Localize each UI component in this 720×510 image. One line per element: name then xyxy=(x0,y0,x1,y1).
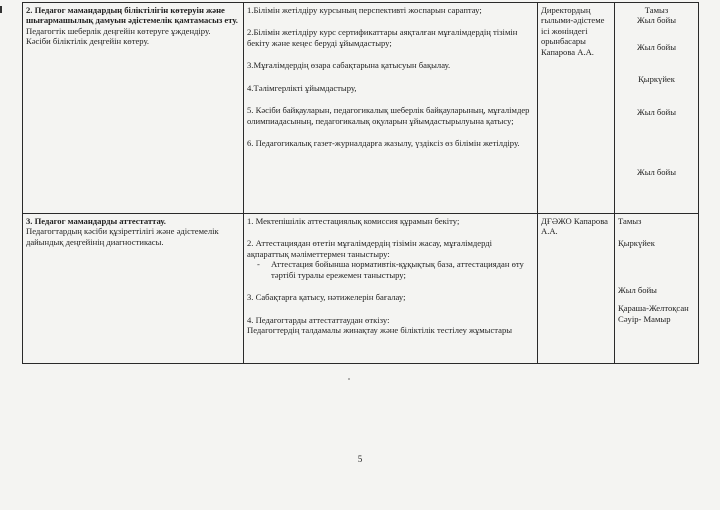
activity-item: 1. Мектепішілік аттестациялық комиссия құрамын бекіту; xyxy=(247,216,460,226)
section-goal: Кәсіби біліктілік деңгейін көтеру. xyxy=(26,36,150,47)
direction-cell xyxy=(23,3,244,214)
timing-value: Қараша-Желтоқсан xyxy=(618,303,689,314)
timing-value: Қыркүйек xyxy=(618,238,655,249)
timing-value: Жыл бойы xyxy=(637,15,676,26)
section-goal: Педагогтардың кәсіби құзіреттілігі және әдістемелік дайындық деңгейінің диагностикасы. xyxy=(26,226,219,247)
section-title: 2. Педагог мамандардың біліктілігін көтеруін және шығармашылық дамуын әдістемелік қамтамасыз ету. xyxy=(26,5,238,26)
plan-table xyxy=(22,2,699,364)
table-row xyxy=(23,3,699,214)
activity-subitem: Аттестация бойынша нормативтік-құқықтық база, аттестациядан өту тәртібі туралы ережемен таныстыру; xyxy=(271,259,524,280)
page-number: 5 xyxy=(357,454,363,464)
section-goal: Педагогтік шеберлік деңгейін көтеруге ұждендіру. xyxy=(26,25,211,36)
timing-value: Тамыз xyxy=(644,5,669,15)
dash-bullet-icon: - xyxy=(257,259,260,270)
scan-dot xyxy=(348,378,350,380)
activity-item: 3. Сабақтарға қатысу, нәтижелерін бағалау; xyxy=(247,292,406,303)
responsible-person: ДҒӘЖО Капарова А.А. xyxy=(541,216,608,237)
table-row xyxy=(23,214,699,364)
bullet-item xyxy=(247,259,534,280)
timing-value: Тамыз xyxy=(618,216,642,226)
responsible-cell xyxy=(538,3,615,214)
timing-cell xyxy=(615,3,699,214)
activity-item: 2. Аттестациядан өтетін мұғалімдердің тізімін жасау, мұғалімдерді ақпараттық мәліметтермен таныстыру: xyxy=(247,238,493,259)
activity-item: Педагогтердің талдамалы жинақтау және біліктілік тестілеу жұмыстары xyxy=(247,325,513,336)
activities-cell xyxy=(244,3,538,214)
activity-item: 6. Педагогикалық газет-журналдарға жазылу, үздіксіз өз білімін жетілдіру. xyxy=(247,138,520,149)
activity-item: 2.Білімін жетілдіру курс сертификаттары аяқталған мұғалімдердің тізімін бекіту және кеңес беруді ұйымдастыру; xyxy=(247,27,518,48)
scan-mark xyxy=(0,6,2,13)
timing-value: Сәуір- Мамыр xyxy=(618,313,671,324)
timing-value: Жыл бойы xyxy=(637,106,676,117)
activity-item: 4. Педагогтарды аттестаттаудан өткізу: xyxy=(247,314,390,325)
timing-value: Жыл бойы xyxy=(618,284,657,295)
timing-value: Жыл бойы xyxy=(637,167,676,178)
activities-cell xyxy=(244,214,538,364)
section-title: 3. Педагог мамандарды аттестаттау. xyxy=(26,216,166,226)
responsible-cell xyxy=(538,214,615,364)
activity-item: 1.Білімін жетілдіру курсының перспективті жоспарын сараптау; xyxy=(247,5,482,15)
activity-item: 4.Тәлімгерлікті ұйымдастыру, xyxy=(247,82,357,93)
timing-cell xyxy=(615,214,699,364)
direction-cell xyxy=(23,214,244,364)
responsible-person: Директордың ғылыми-әдістеме ісі жөніндегі орынбасары Капарова А.А. xyxy=(541,5,605,57)
activity-item: 3.Мұғалімдердің өзара сабақтарына қатысуын бақылау. xyxy=(247,60,451,71)
timing-value: Жыл бойы xyxy=(637,41,676,52)
activity-item: 5. Кәсіби байқауларын, педагогикалық шеберлік байқауларының, мұғалімдер олимпиадасының, педагогикалық оқуларын ұйымдастырылуына қатысу; xyxy=(247,105,530,126)
timing-value: Қыркүйек xyxy=(638,74,675,85)
